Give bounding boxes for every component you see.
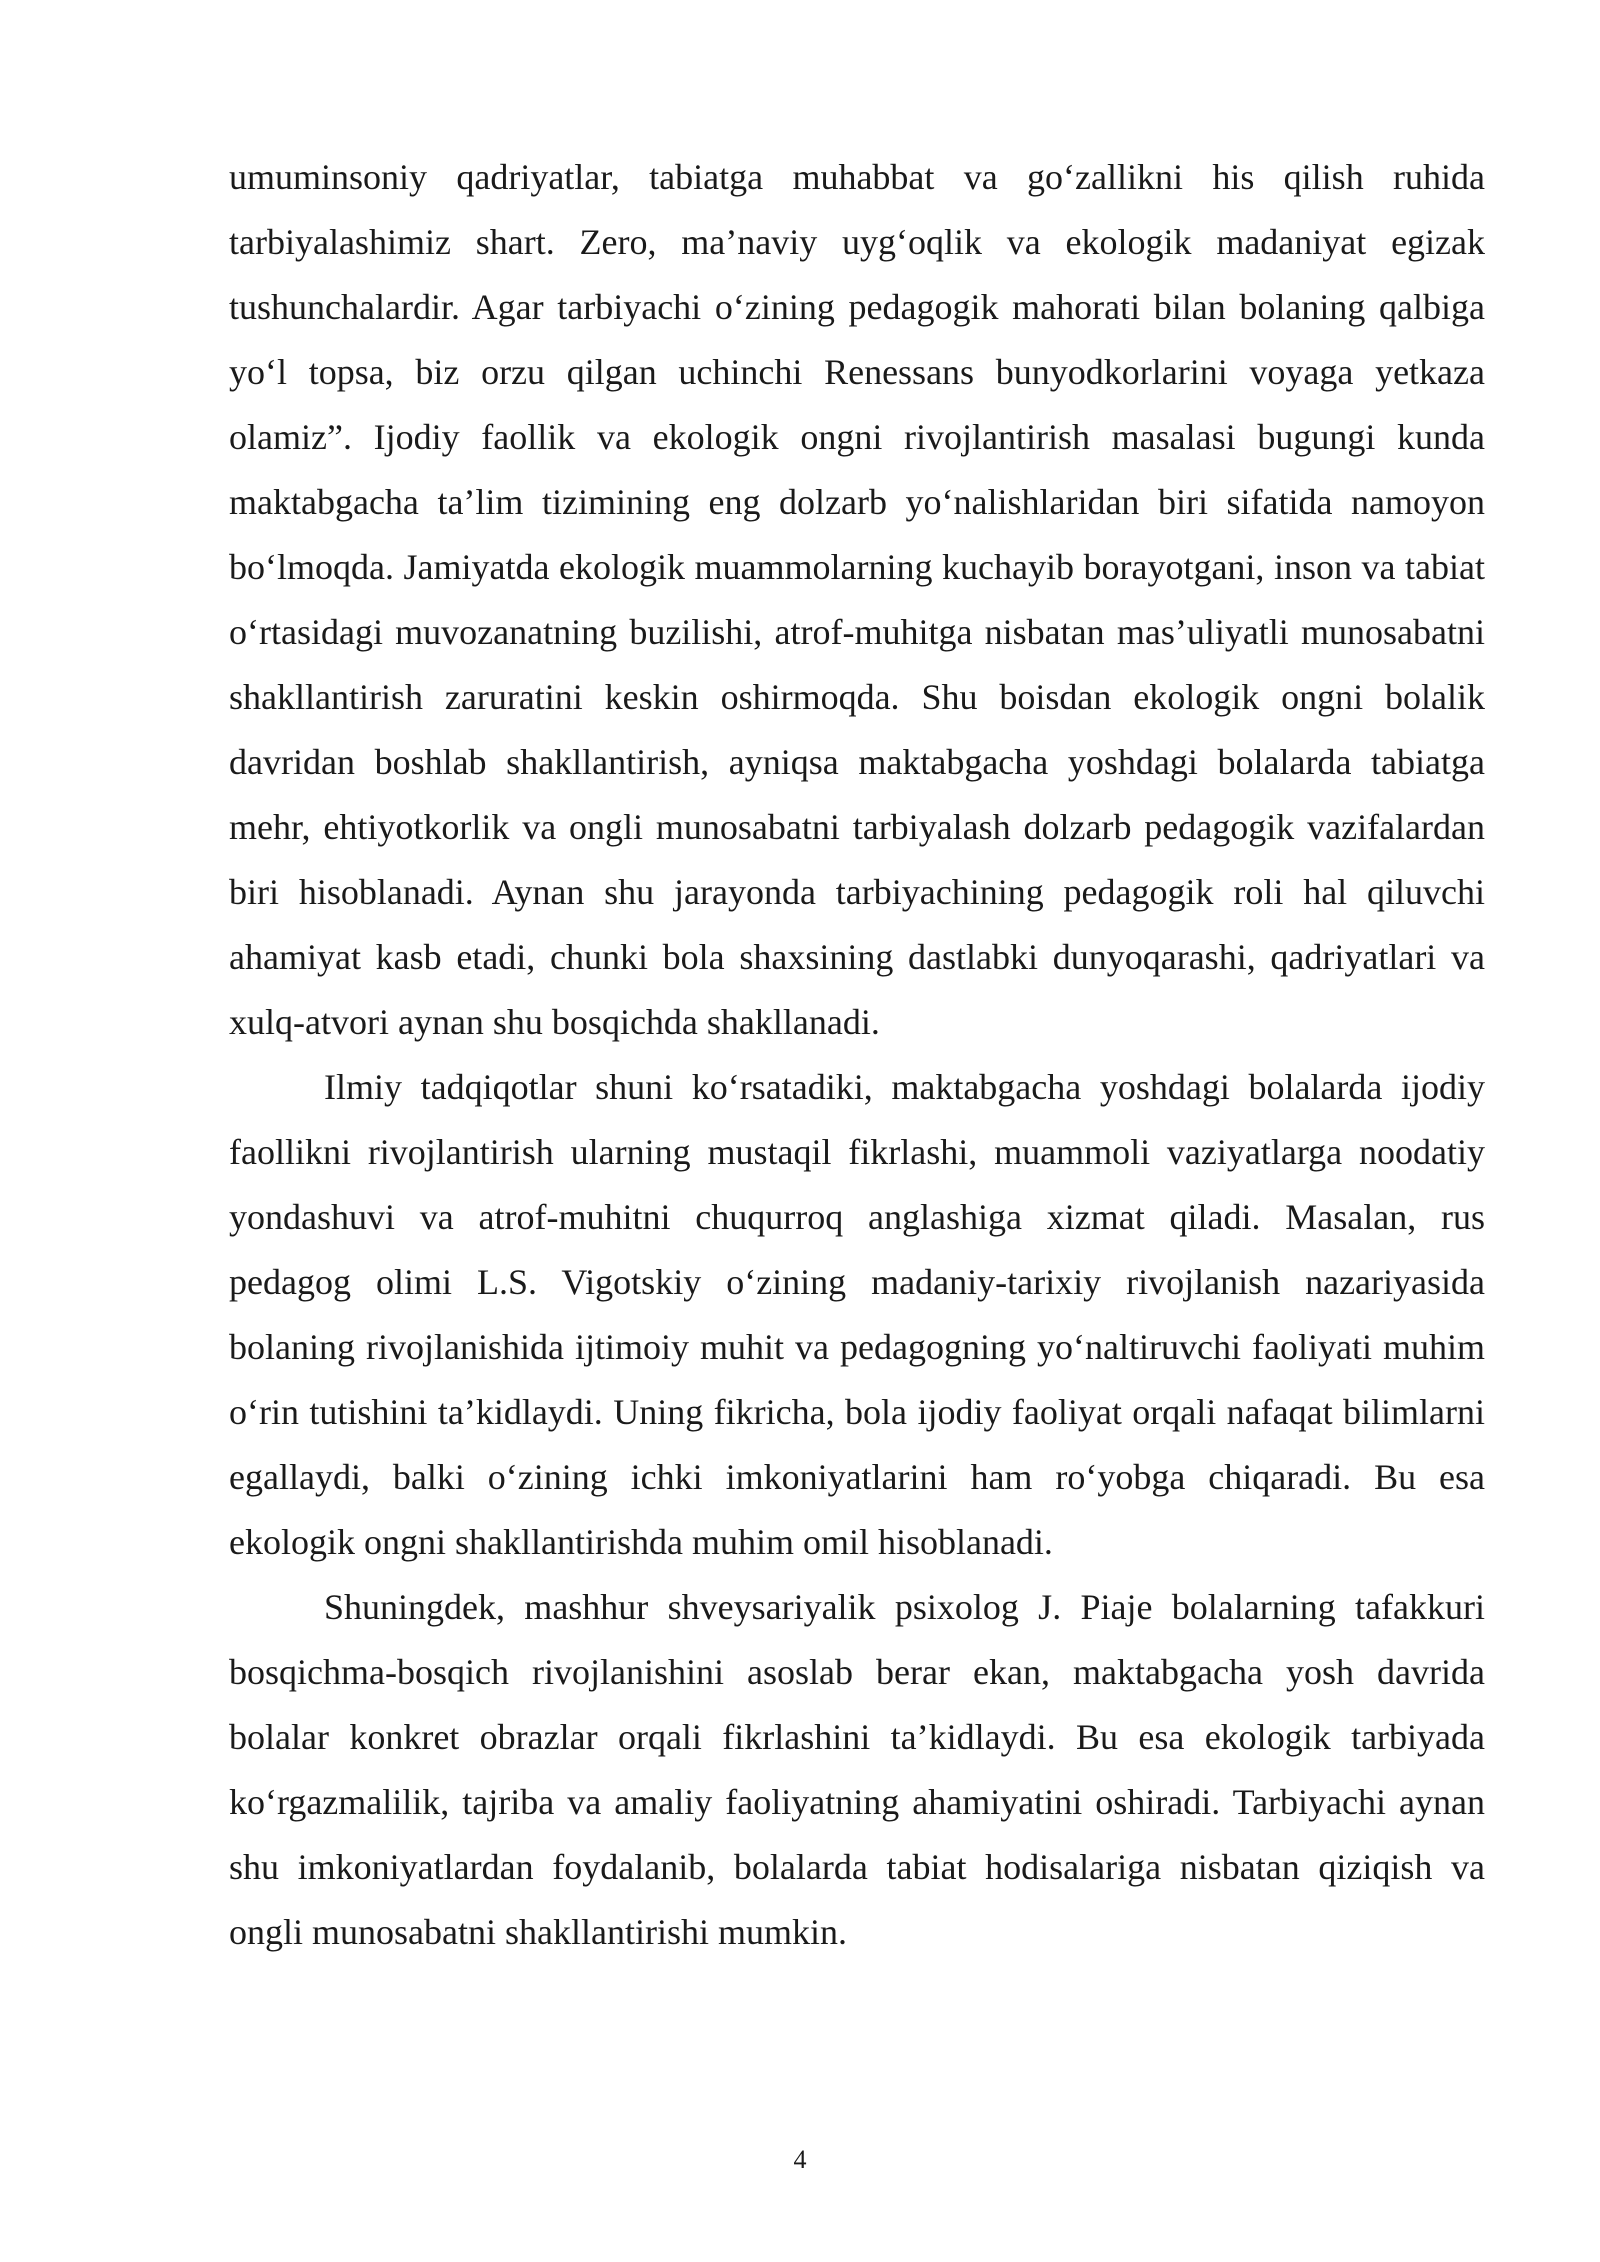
paragraph-continued: umuminsoniy qadriyatlar, tabiatga muhabbat va go‘zallikni his qilish ruhida tarbiyalashimiz shart. Zero, ma’naviy uyg‘oqlik va ekologik madaniyat egizak tushunchalardir. Agar tarbiyachi o‘zining pedagogik mahorati bilan bolaning qalbiga yo‘l topsa, biz orzu qilgan uchinchi Renessans bunyodkorlarini voyaga yetkaza olamiz”. Ijodiy faollik va ekologik ongni rivojlantirish masalasi bugungi kunda maktabgacha ta’lim tizimining eng dolzarb yo‘nalishlaridan biri sifatida namoyon bo‘lmoqda. Jamiyatda ekologik muammolarning kuchayib borayotgani, inson va tabiat o‘rtasidagi muvozanatning buzilishi, atrof-muhitga nisbatan mas’uliyatli munosabatni shakllantirish zaruratini keskin oshirmoqda. Shu boisdan ekologik ongni bolalik davridan boshlab shakllantirish, ayniqsa maktabgacha yoshdagi bolalarda tabiatga mehr, ehtiyotkorlik va ongli munosabatni tarbiyalash dolzarb pedagogik vazifalardan biri hisoblanadi. Aynan shu jarayonda tarbiyachining pedagogik roli hal qiluvchi ahamiyat kasb etadi, chunki bola shaxsining dastlabki dunyoqarashi, qadriyatlari va xulq-atvori aynan shu bosqichda shakllanadi. — [229, 157, 1485, 1042]
paragraph-piaje: Shuningdek, mashhur shveysariyalik psixolog J. Piaje bolalarning tafakkuri bosqichma-bosqich rivojlanishini asoslab berar ekan, maktabgacha yosh davrida bolalar konkret obrazlar orqali fikrlashini ta’kidlaydi. Bu esa ekologik tarbiyada ko‘rgazmalilik, tajriba va amaliy faoliyatning ahamiyatini oshiradi. Tarbiyachi aynan shu imkoniyatlardan foydalanib, bolalarda tabiat hodisalariga nisbatan qiziqish va ongli munosabatni shakllantirishi mumkin. — [229, 1587, 1485, 1952]
paragraph-vigotskiy: Ilmiy tadqiqotlar shuni ko‘rsatadiki, maktabgacha yoshdagi bolalarda ijodiy faollikni rivojlantirish ularning mustaqil fikrlashi, muammoli vaziyatlarga noodatiy yondashuvi va atrof-muhitni chuqurroq anglashiga xizmat qiladi. Masalan, rus pedagog olimi L.S. Vigotskiy o‘zining madaniy-tarixiy rivojlanish nazariyasida bolaning rivojlanishida ijtimoiy muhit va pedagogning yo‘naltiruvchi faoliyati muhim o‘rin tutishini ta’kidlaydi. Uning fikricha, bola ijodiy faoliyat orqali nafaqat bilimlarni egallaydi, balki o‘zining ichki imkoniyatlarini ham ro‘yobga chiqaradi. Bu esa ekologik ongni shakllantirishda muhim omil hisoblanadi. — [229, 1067, 1485, 1562]
body-text — [229, 145, 1485, 1965]
page-number: 4 — [793, 2145, 807, 2174]
